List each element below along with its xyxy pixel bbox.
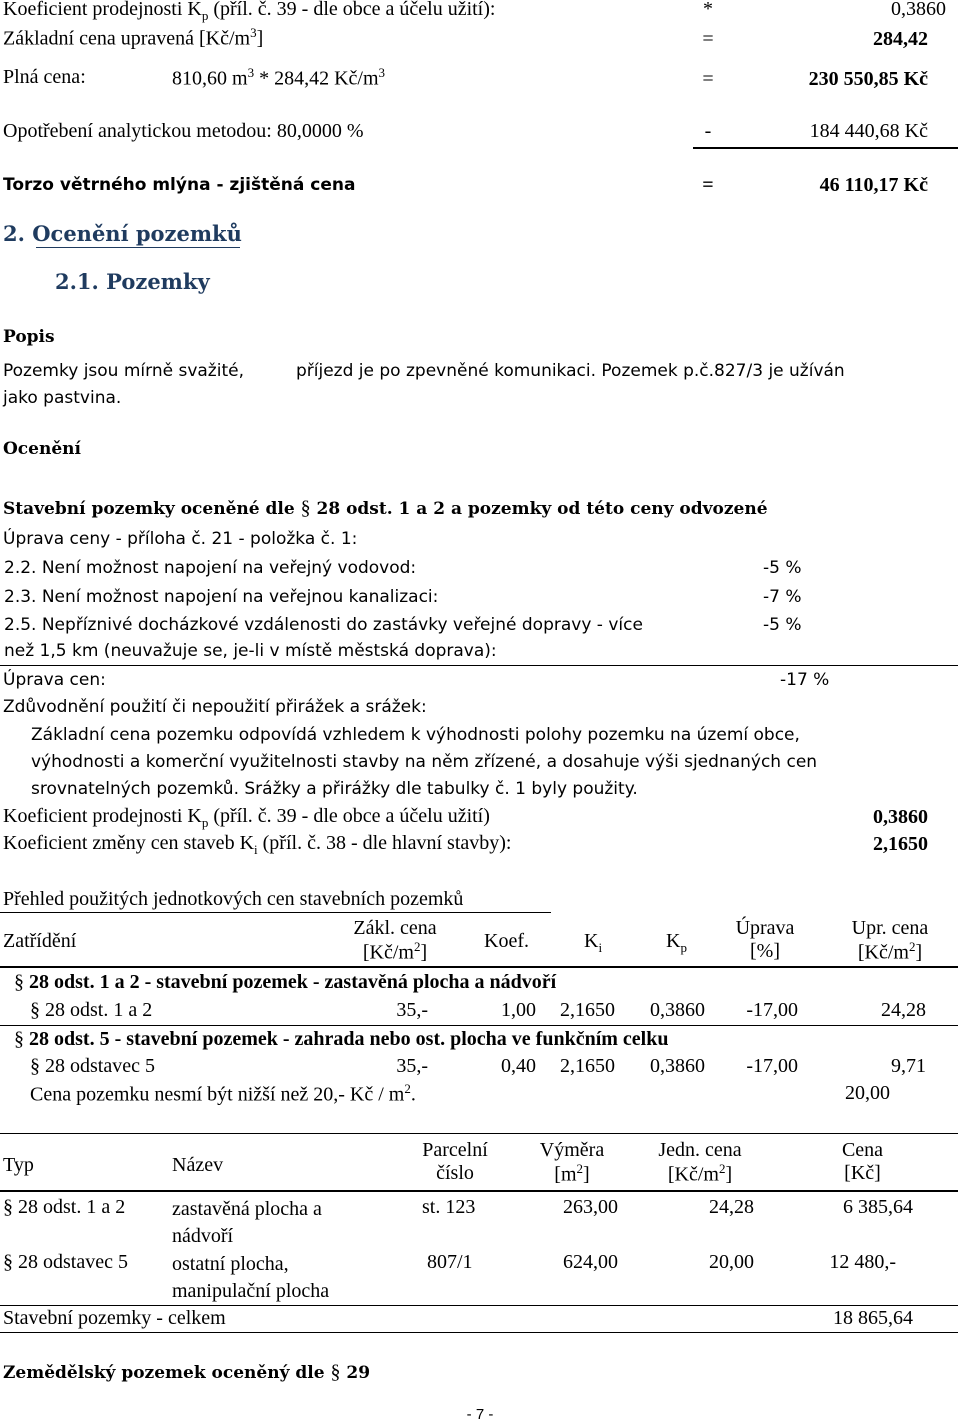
popis-text-1b: příjezd je po zpevněné komunikaci. Pozemek p.č.827/3 je užíván [296, 361, 845, 381]
base-price-operator: = [702, 28, 714, 50]
row2-kp: 0,3860 [650, 1055, 705, 1077]
depreciation-label: Opotřebení analytickou metodou: 80,0000 % [3, 120, 364, 142]
row1-kp: 0,3860 [650, 999, 705, 1021]
adj-item-3-cont: než 1,5 km (neuvažuje se, je-li v místě městská doprava): [4, 641, 497, 661]
uprava-cen-value: -17 % [780, 670, 830, 690]
row1-divider [0, 1025, 958, 1026]
col-zakl-cena: Zákl. cena $[Kč/m^2]$ [353, 917, 437, 964]
row1-uprava: -17,00 [746, 999, 798, 1021]
result-label: Torzo větrného mlýna - zjištěná cena [3, 175, 356, 195]
section-heading-2: 2. Ocenění pozemků [3, 221, 242, 246]
justification-line-2: výhodnosti a komerční využitelnosti stavby na něm zřízené, a dosahuje výši sjednaných cen [31, 752, 818, 772]
oceneni-title: Ocenění [3, 439, 81, 459]
adj-item-3: 2.5. Nepříznivé docházkové vzdálenosti do zastávky veřejné dopravy - více [4, 615, 643, 635]
full-price-value: 230 550,85 Kč [808, 68, 928, 90]
row1-ki: 2,1650 [560, 999, 615, 1021]
col-cena: Cena [Kč] [841, 1139, 884, 1184]
row1-koef: 1,00 [501, 999, 536, 1021]
tab2-bottom-line [0, 1332, 958, 1333]
col-zatrideni: Zatřídění [3, 930, 77, 952]
full-price-operator: = [702, 68, 714, 90]
row2-uprava: -17,00 [746, 1055, 798, 1077]
heading-underline [36, 247, 240, 248]
depreciation-value: 184 440,68 Kč [809, 120, 928, 142]
min-price-note: Cena pozemku nesmí být nižší než 20,- Kč / $m^2$. [30, 1081, 416, 1106]
justification-line-1: Základní cena pozemku odpovídá vzhledem k výhodnosti polohy pozemku na území obce, [31, 725, 800, 745]
group-row-2: § 28 odst. 5 - stavební pozemek - zahrada nebo ost. plocha ve funkčním celku [14, 1028, 669, 1050]
tab2-total-line [0, 1305, 958, 1306]
sum-divider [693, 147, 958, 149]
depreciation-operator: - [704, 120, 712, 142]
zduvodneni-label: Zdůvodnění použití či nepoužití přirážek a srážek: [3, 697, 427, 717]
kp-coef-label: Koeficient prodejnosti $K_p$ (příl. č. 39 - dle obce a účelu užití) [3, 805, 490, 830]
min-price-value: 20,00 [845, 1082, 890, 1104]
adj-item-3-value: -5 % [763, 615, 802, 635]
uprava-cen-label: Úprava cen: [3, 670, 106, 690]
stavebni-title: Stavební pozemky oceněné dle § 28 odst. 1 a 2 a pozemky od této ceny odvozené [3, 497, 768, 519]
col-nazev: Název [172, 1154, 224, 1176]
tab2-row1-parcel: st. 123 [422, 1196, 476, 1218]
col-typ: Typ [3, 1154, 34, 1176]
tab2-row1-cena: 6 385,64 [843, 1196, 913, 1218]
row2-koef: 0,40 [501, 1055, 536, 1077]
row1-zakl: 35,- [396, 999, 428, 1021]
tab2-row2-nazev: ostatní plocha, manipulační plocha [172, 1253, 330, 1302]
kp-coef-value: 0,3860 [873, 806, 928, 828]
popis-text-2: jako pastvina. [3, 388, 122, 408]
ki-coef-value: 2,1650 [873, 833, 928, 855]
col-vymera: Výměra $[m^2]$ [539, 1139, 605, 1186]
tab2-top-line [0, 1133, 958, 1134]
base-price-label: Základní cena upravená $[Kč/m^3]$ [3, 25, 264, 50]
col-jedn-cena: Jedn. cena $[Kč/m^2]$ [658, 1139, 742, 1186]
total-label: Stavební pozemky - celkem [3, 1307, 226, 1329]
adj-divider [0, 665, 958, 666]
ki-coef-label: Koeficient změny cen staveb $K_i$ (příl. č. 38 - dle hlavní stavby): [3, 832, 512, 857]
section-heading-2-1: 2.1. Pozemky [55, 269, 210, 294]
adj-item-2: 2.3. Není možnost napojení na veřejnou kanalizaci: [4, 587, 439, 607]
tab2-row2-parcel: 807/1 [427, 1251, 473, 1273]
prehled-title: Přehled použitých jednotkových cen stavebních pozemků [3, 888, 464, 910]
prehled-title-underline [0, 912, 551, 913]
row2-ki: 2,1650 [560, 1055, 615, 1077]
adj-item-1-value: -5 % [763, 558, 802, 578]
tab2-row2-vymera: 624,00 [563, 1251, 618, 1273]
table-row-2: § 28 odstavec 5 [30, 1055, 155, 1077]
zemedelsky-title: Zemědělský pozemek oceněný dle § 29 [3, 1361, 371, 1383]
tab2-row2-cena: 12 480,- [829, 1251, 896, 1273]
total-value: 18 865,64 [833, 1307, 913, 1329]
adj-item-1: 2.2. Není možnost napojení na veřejný vodovod: [4, 558, 417, 578]
table-row-1: § 28 odst. 1 a 2 [30, 999, 153, 1021]
prehled-header-line [0, 966, 958, 968]
group-row-1: § 28 odst. 1 a 2 - stavební pozemek - zastavěná plocha a nádvoří [14, 971, 557, 993]
col-uprava: Úprava [%] [735, 917, 795, 962]
kp-row-value: 0,3860 [891, 0, 946, 20]
result-value: 46 110,17 Kč [819, 174, 928, 196]
col-koef: Koef. [484, 930, 529, 952]
tab2-header-line [0, 1190, 958, 1192]
col-kp: $K_p$ [666, 930, 687, 955]
full-price-calc: 810,60 $m^3 * 284,42$ $Kč/m^3$ [172, 65, 385, 90]
tab2-row1-vymera: 263,00 [563, 1196, 618, 1218]
col-parcelni: Parcelní číslo [422, 1139, 488, 1184]
row2-zakl: 35,- [396, 1055, 428, 1077]
tab2-row1-jedn: 24,28 [709, 1196, 754, 1218]
full-price-label: Plná cena: [3, 66, 86, 88]
result-operator: = [702, 174, 714, 196]
adj-item-2-value: -7 % [763, 587, 802, 607]
tab2-row2-jedn: 20,00 [709, 1251, 754, 1273]
justification-line-3: srovnatelných pozemků. Srážky a přirážky dle tabulky č. 1 byly použity. [31, 779, 638, 799]
page-number: - 7 - [466, 1406, 494, 1423]
kp-row-label: Koeficient prodejnosti $K_p$ (příl. č. 39 - dle obce a účelu užití): [3, 0, 496, 23]
kp-row-operator: * [703, 0, 713, 20]
uprava-line: Úprava ceny - příloha č. 21 - položka č. 1: [3, 529, 358, 549]
tab2-row-2: § 28 odstavec 5 [3, 1251, 128, 1273]
row2-upr-cena: 9,71 [891, 1055, 926, 1077]
col-upr-cena: Upr. cena $[Kč/m^2]$ [851, 917, 929, 964]
popis-text-1: Pozemky jsou mírně svažité, [3, 361, 244, 381]
base-price-value: 284,42 [873, 28, 928, 50]
popis-title: Popis [3, 327, 55, 347]
col-ki: $K_i$ [584, 930, 603, 955]
tab2-row1-nazev: zastavěná plocha a nádvoří [172, 1198, 322, 1247]
tab2-row-1: § 28 odst. 1 a 2 [3, 1196, 126, 1218]
row1-upr-cena: 24,28 [881, 999, 926, 1021]
